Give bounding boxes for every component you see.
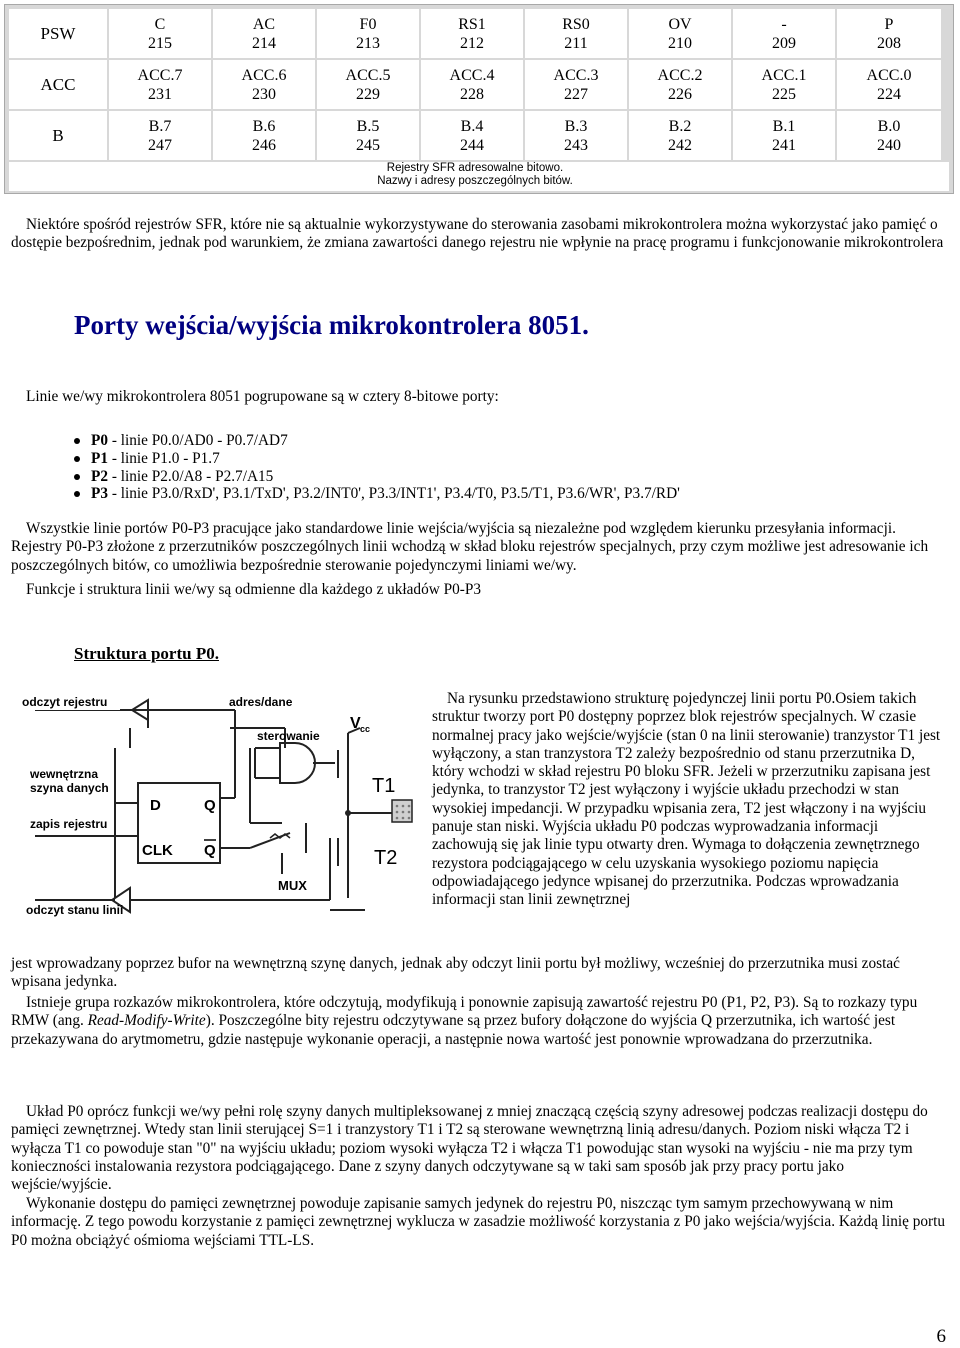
sfr-bit-address: 247 [148, 136, 172, 154]
sfr-bit-name: B.4 [460, 117, 484, 135]
label-ff-qbar: Q [204, 842, 216, 859]
label-read-line: odczyt stanu linii [26, 903, 124, 917]
label-ff-d: D [150, 797, 161, 814]
sfr-caption [9, 162, 949, 191]
label-read-register: odczyt rejestru [22, 695, 108, 709]
sfr-bit-address: 225 [772, 85, 796, 103]
sfr-bit-name: RS0 [562, 15, 590, 33]
sfr-bit-name: ACC.6 [241, 66, 287, 84]
sfr-bit-address: 245 [356, 136, 380, 154]
port-p0-schematic [20, 688, 420, 933]
rmw-text-em: Read-Modify-Write [87, 1012, 206, 1030]
sfr-bit-name: ACC.5 [345, 66, 391, 84]
sfr-bit-cell [317, 60, 419, 109]
sfr-bit-name: ACC.0 [866, 66, 912, 84]
sfr-bit-cell [525, 111, 627, 160]
sfr-bit-address: 231 [148, 85, 172, 103]
sfr-row [9, 60, 949, 109]
sfr-grid [9, 9, 949, 162]
sfr-bit-name: ACC.2 [657, 66, 703, 84]
sfr-row [9, 9, 949, 58]
label-ff-clk: CLK [142, 842, 173, 859]
sfr-bit-address: 213 [356, 34, 380, 52]
sfr-bit-name: ACC.7 [137, 66, 183, 84]
port-p0-diagram [20, 688, 420, 933]
sfr-row-header: B [9, 111, 107, 160]
sfr-bit-address: 227 [564, 85, 588, 103]
sfr-bit-cell [837, 60, 941, 109]
sfr-bit-cell [629, 9, 731, 58]
label-internal-bus-1: wewnętrzna [30, 767, 99, 781]
sfr-bit-address: 224 [877, 85, 901, 103]
sfr-caption-line1: Rejestry SFR adresowalne bitowo. [386, 162, 564, 174]
sfr-bit-cell [525, 60, 627, 109]
sfr-bit-address: 240 [877, 136, 901, 154]
sfr-bit-address: 246 [252, 136, 276, 154]
sfr-bit-name: - [781, 15, 787, 33]
sfr-bit-address: 229 [356, 85, 380, 103]
ports-paragraph: Wszystkie linie portów P0-P3 pracujące jako standardowe linie wejścia/wyjścia są niezależne pod względem kierunku przesyłania informacji. Rejestry P0-P3 złożone z przerzutników poszczególnych linii wchodzą w skład bloku rejestrów specjalnych, przy czym możliwe jest adresowanie ich poszczególnych bitów, co umożliwia bezpośrednie sterowanie pojedynczymi liniami we/wy. [11, 520, 929, 574]
section-title: Porty wejścia/wyjścia mikrokontrolera 8051. [74, 310, 589, 340]
label-vcc-sub: cc [360, 724, 371, 734]
sfr-caption-line2: Nazwy i adresy poszczególnych bitów. [377, 175, 573, 187]
rmw-text-pre: Istnieje grupa rozkazów mikrokontrolera, które odczytują, modyfikują i ponownie zapisują zawartość rejestru P0 (P1, P2, P3). Są to rozkazy typu RMW (ang. [11, 994, 918, 1030]
sfr-bit-cell [629, 60, 731, 109]
sfr-bit-cell [317, 111, 419, 160]
port-desc: - linie P1.0 - P1.7 [108, 449, 220, 467]
label-internal-bus-2: szyna danych [30, 781, 109, 795]
sfr-bit-address: 215 [148, 34, 172, 52]
sfr-bit-cell [421, 111, 523, 160]
sfr-bit-name: OV [668, 15, 692, 33]
sfr-bit-address: 242 [668, 136, 692, 154]
port-name: P2 [91, 467, 108, 485]
sfr-bit-name: B.0 [877, 117, 901, 135]
sfr-bit-address: 244 [460, 136, 484, 154]
sfr-bit-name: B.2 [668, 117, 692, 135]
ports-intro: Linie we/wy mikrokontrolera 8051 pogrupowane są w cztery 8-bitowe porty: [26, 388, 499, 405]
rmw-paragraph [11, 994, 946, 1049]
label-mux: MUX [278, 878, 307, 893]
sfr-bit-cell [421, 9, 523, 58]
port-list-item [74, 468, 680, 486]
label-vcc: V [350, 715, 361, 732]
port-name: P1 [91, 449, 108, 467]
sfr-bit-address: 226 [668, 85, 692, 103]
sfr-bit-name: B.1 [772, 117, 796, 135]
ext-mem-paragraph: Wykonanie dostępu do pamięci zewnętrznej powoduje zapisanie samych jedynek do rejestru P0, niszcząc tym samym przechowywaną w nim informację. Z tego powodu korzystanie z pamięci zewnętrznej wyklucza w zasadzie możliwość korzystania z P0 jako wejścia/wyjścia. Każdą linię portu P0 można obciążyć ośmioma wejściami TTL-LS. [11, 1195, 946, 1249]
port-name: P0 [91, 432, 108, 449]
ports-paragraph-2: Funkcje i struktura linii we/wy są odmienne dla każdego z układów P0-P3 [26, 581, 481, 598]
sfr-bit-cell [733, 9, 835, 58]
intro-paragraph: Niektóre spośród rejestrów SFR, które nie są aktualnie wykorzystywane do sterowania zasobami mikrokontrolera można wykorzystać jako pamięć o dostępie bezpośrednim, jednak pod warunkiem, że zmiana zawartości danego rejestru nie wpłynie na pracę programu i funkcjonowanie mikrokontrolera [11, 216, 944, 252]
sfr-bit-name: RS1 [458, 15, 486, 33]
sfr-bit-name: B.5 [356, 117, 380, 135]
sfr-bit-address: 209 [772, 34, 796, 52]
port-name: P3 [91, 485, 108, 503]
sfr-bit-name: B.7 [148, 117, 172, 135]
sfr-bit-name: C [154, 15, 166, 33]
sfr-table [4, 4, 954, 194]
label-ff-q: Q [204, 797, 216, 814]
output-node [345, 810, 351, 816]
sfr-bit-cell [837, 9, 941, 58]
sfr-bit-name: AC [252, 15, 276, 33]
sfr-row-header: ACC [9, 60, 107, 109]
sfr-bit-name: ACC.4 [449, 66, 495, 84]
label-t1: T1 [372, 775, 396, 797]
label-control: sterowanie [257, 729, 320, 743]
sfr-bit-name: ACC.1 [761, 66, 807, 84]
sfr-bit-name: B.3 [564, 117, 588, 135]
sfr-bit-address: 210 [668, 34, 692, 52]
rmw-text-post: ). Poszczególne bity rejestru odczytywane są przez bufory dołączone do wyjścia Q przerzutnika, ich wartość jest przekazywana do arytmometru, gdzie następuje wykonanie operacji, a następnie nowa wartość jest ponownie wprowadzana do przerzutnika. [11, 1012, 896, 1048]
p0-description: Na rysunku przedstawiono strukturę pojedynczej linii portu P0.Osiem takich struktur tworzy port P0 dostępny poprzez blok rejestrów specjalnych. W czasie normalnej pracy jako wejście/wyjście (stan 0 na linii sterowanie) tranzystor T1 jest wyłączony, a stan tranzystora T2 zależy bezpośrednio od stanu przerzutnika D, który wchodzi w skład rejestru P0 bloku SFR. Jeżeli w przerzutniku zapisana jest jedynka, to tranzystor T2 jest wyłączony i wyjście układu przechodzi w stan wysokiej impedancji. W przypadku wpisania zera, T2 jest włączony i na wyjściu panuje stan niski. Wyjścia układu P0 podczas wyprowadzania informacji zachowują się jak linie typu otwarty dren. Wymaga to dołączenia zewnętrznego rezystora podciągającego w celu uzyskania wysokiego poziomu napięcia odpowiadającego jedynce wpisanej do przerzutnika. Podczas wprowadzania informacji stan linii zewnętrznej [432, 690, 941, 909]
page-number: 6 [936, 1326, 946, 1347]
bus-paragraph: Układ P0 oprócz funkcji we/wy pełni rolę szyny danych multipleksowanej z mniej znaczącą częścią szyny adresowej podczas realizacji dostępu do pamięci zewnętrznej. Wtedy stan linii sterującej S=1 i tranzystory T1 i T2 są sterowane wewnętrzną linią adresu/danych. Poziom niski włącza T2 i wyłącza T1 co powoduje stan "0" na wyjściu układu; poziom wysoki wyłącza T2 i włącza T1 powodując stan wysoki na wyjściu - nie ma przy tym konieczności instalowania rezystora podciągającego. Dane z szyny danych odczytywane są w taki sam sposób jak przy pracy portu jako wejście/wyjście. [11, 1103, 928, 1194]
sfr-bit-cell [109, 9, 211, 58]
ports-list [74, 432, 680, 503]
p0-description-cont: jest wprowadzany poprzez bufor na wewnętrzną szynę danych, jednak aby odczyt linii portu był możliwy, wcześniej do przerzutnika musi zostać wpisana jedynka. [11, 955, 900, 991]
sfr-bit-cell [317, 9, 419, 58]
sfr-bit-address: 212 [460, 34, 484, 52]
sfr-bit-cell [733, 60, 835, 109]
sfr-bit-cell [109, 60, 211, 109]
sfr-bit-address: 230 [252, 85, 276, 103]
sfr-bit-name: P [884, 15, 894, 33]
sfr-bit-address: 208 [877, 34, 901, 52]
port-desc: - linie P0.0/AD0 - P0.7/AD7 [108, 432, 288, 449]
sfr-bit-address: 228 [460, 85, 484, 103]
sfr-bit-name: B.6 [252, 117, 276, 135]
label-address-data: adres/dane [229, 695, 293, 709]
sfr-bit-cell [213, 9, 315, 58]
port-desc: - linie P2.0/A8 - P2.7/A15 [108, 467, 274, 485]
sfr-bit-address: 211 [564, 34, 588, 52]
port-list-item [74, 432, 680, 450]
port-desc: - linie P3.0/RxD', P3.1/TxD', P3.2/INT0', P3.3/INT1', P3.4/T0, P3.5/T1, P3.6/WR', P3.7/RD' [108, 485, 680, 503]
subsection-title: Struktura portu P0. [74, 644, 219, 663]
sfr-bit-cell [733, 111, 835, 160]
sfr-bit-name: ACC.3 [553, 66, 599, 84]
sfr-bit-cell [213, 60, 315, 109]
sfr-bit-cell [629, 111, 731, 160]
sfr-bit-address: 214 [252, 34, 276, 52]
sfr-bit-cell [421, 60, 523, 109]
port-list-item [74, 485, 680, 503]
sfr-row-header: PSW [9, 9, 107, 58]
label-t2: T2 [374, 847, 398, 869]
port-list-item [74, 450, 680, 468]
sfr-bit-cell [213, 111, 315, 160]
sfr-bit-address: 241 [772, 136, 796, 154]
sfr-bit-cell [837, 111, 941, 160]
sfr-row [9, 111, 949, 160]
sfr-bit-cell [525, 9, 627, 58]
sfr-bit-address: 243 [564, 136, 588, 154]
label-write-register: zapis rejestru [30, 817, 108, 831]
sfr-bit-name: F0 [359, 15, 377, 33]
sfr-bit-cell [109, 111, 211, 160]
